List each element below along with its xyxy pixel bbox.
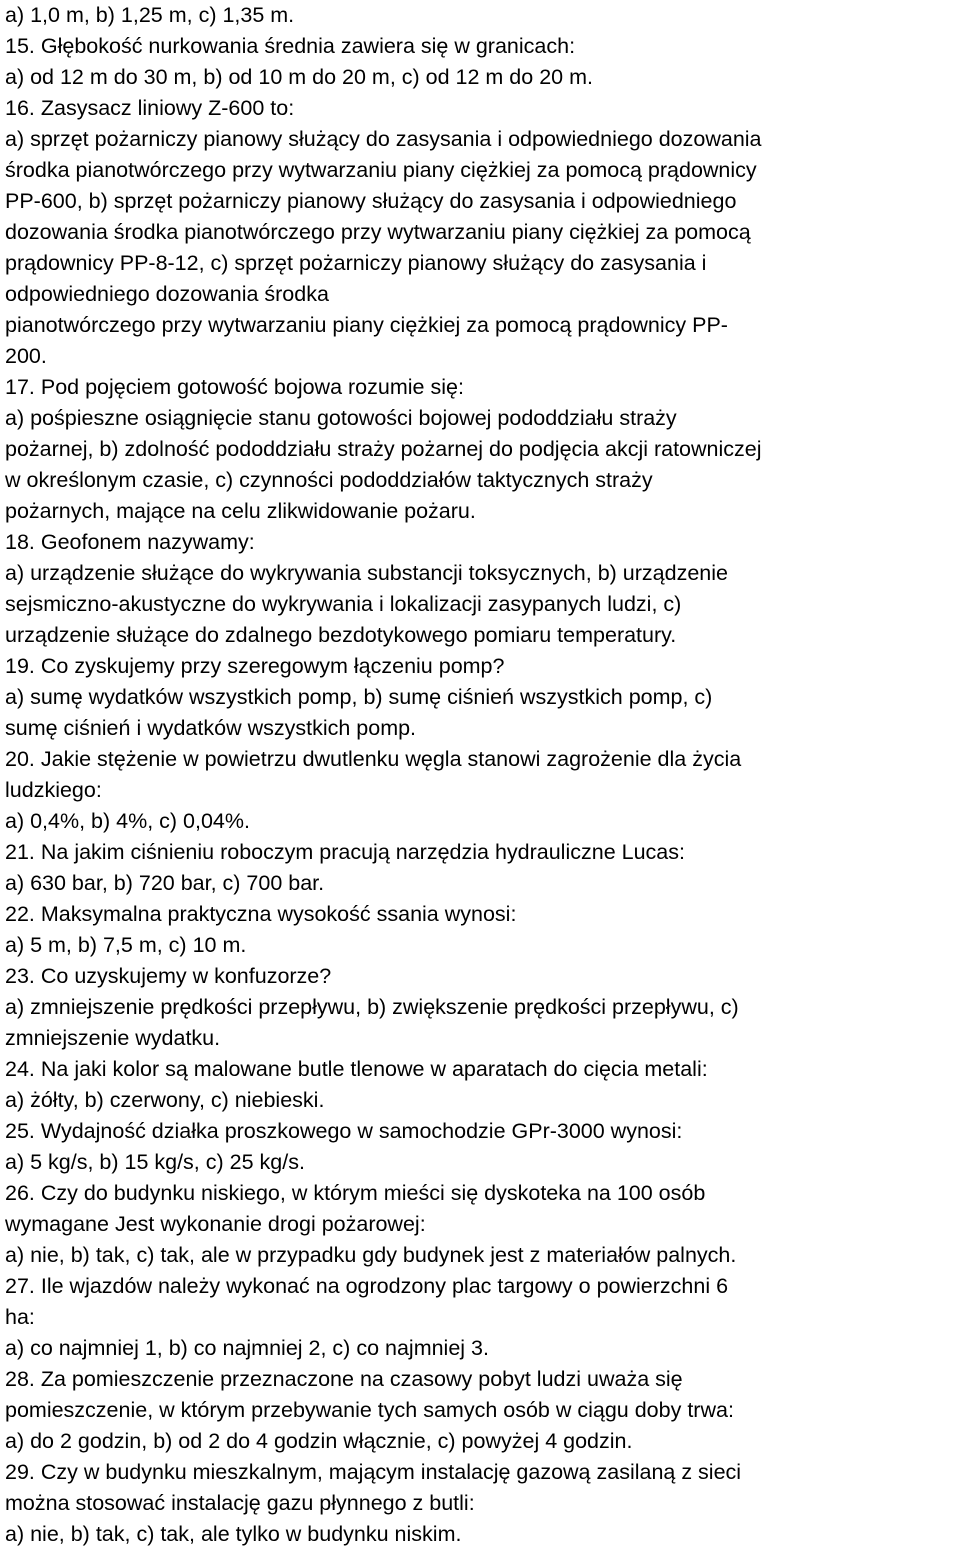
text-line: a) co najmniej 1, b) co najmniej 2, c) co najmniej 3. bbox=[5, 1336, 489, 1360]
text-line: pożarnych, mające na celu zlikwidowanie pożaru. bbox=[5, 499, 476, 523]
text-line: a) nie, b) tak, c) tak, ale tylko w budynku niskim. bbox=[5, 1522, 462, 1546]
text-line: a) sumę wydatków wszystkich pomp, b) sumę ciśnień wszystkich pomp, c) bbox=[5, 685, 713, 709]
text-line: 17. Pod pojęciem gotowość bojowa rozumie się: bbox=[5, 375, 464, 399]
text-line: 20. Jakie stężenie w powietrzu dwutlenku węgla stanowi zagrożenie dla życia bbox=[5, 747, 742, 771]
text-line: dozowania środka pianotwórczego przy wytwarzaniu piany ciężkiej za pomocą bbox=[5, 220, 751, 244]
text-line: a) 5 m, b) 7,5 m, c) 10 m. bbox=[5, 933, 247, 957]
text-line: PP-600, b) sprzęt pożarniczy pianowy służący do zasysania i odpowiedniego bbox=[5, 189, 737, 213]
text-line: pianotwórczego przy wytwarzaniu piany ciężkiej za pomocą prądownicy PP- bbox=[5, 313, 728, 337]
text-line: a) zmniejszenie prędkości przepływu, b) zwiększenie prędkości przepływu, c) bbox=[5, 995, 739, 1019]
text-line: zmniejszenie wydatku. bbox=[5, 1026, 221, 1050]
text-line: 200. bbox=[5, 344, 47, 368]
text-line: prądownicy PP-8-12, c) sprzęt pożarniczy pianowy służący do zasysania i bbox=[5, 251, 707, 275]
text-line: w określonym czasie, c) czynności pododdziałów taktycznych straży bbox=[5, 468, 653, 492]
text-line: pożarnej, b) zdolność pododdziału straży pożarnej do podjęcia akcji ratowniczej bbox=[5, 437, 762, 461]
text-line: a) od 12 m do 30 m, b) od 10 m do 20 m, c) od 12 m do 20 m. bbox=[5, 65, 593, 89]
text-line: 29. Czy w budynku mieszkalnym, mającym instalację gazową zasilaną z sieci bbox=[5, 1460, 742, 1484]
text-line: 28. Za pomieszczenie przeznaczone na czasowy pobyt ludzi uważa się bbox=[5, 1367, 683, 1391]
text-line: a) 1,0 m, b) 1,25 m, c) 1,35 m. bbox=[5, 3, 295, 27]
text-line: pomieszczenie, w którym przebywanie tych samych osób w ciągu doby trwa: bbox=[5, 1398, 734, 1422]
text-line: urządzenie służące do zdalnego bezdotykowego pomiaru temperatury. bbox=[5, 623, 677, 647]
text-line: 15. Głębokość nurkowania średnia zawiera się w granicach: bbox=[5, 34, 576, 58]
text-line: a) do 2 godzin, b) od 2 do 4 godzin włącznie, c) powyżej 4 godzin. bbox=[5, 1429, 633, 1453]
text-line: a) pośpieszne osiągnięcie stanu gotowości bojowej pododdziału straży bbox=[5, 406, 677, 430]
text-line: wymagane Jest wykonanie drogi pożarowej: bbox=[5, 1212, 426, 1236]
text-line: a) urządzenie służące do wykrywania substancji toksycznych, b) urządzenie bbox=[5, 561, 728, 585]
text-line: ludzkiego: bbox=[5, 778, 102, 802]
text-line: 19. Co zyskujemy przy szeregowym łączeniu pomp? bbox=[5, 654, 505, 678]
text-line: 16. Zasysacz liniowy Z-600 to: bbox=[5, 96, 295, 120]
text-line: środka pianotwórczego przy wytwarzaniu piany ciężkiej za pomocą prądownicy bbox=[5, 158, 757, 182]
text-line: 26. Czy do budynku niskiego, w którym mieści się dyskoteka na 100 osób bbox=[5, 1181, 706, 1205]
text-line: a) sprzęt pożarniczy pianowy służący do zasysania i odpowiedniego dozowania bbox=[5, 127, 762, 151]
text-line: ha: bbox=[5, 1305, 35, 1329]
text-line: a) 5 kg/s, b) 15 kg/s, c) 25 kg/s. bbox=[5, 1150, 305, 1174]
text-line: sejsmiczno-akustyczne do wykrywania i lokalizacji zasypanych ludzi, c) bbox=[5, 592, 682, 616]
text-line: a) nie, b) tak, c) tak, ale w przypadku gdy budynek jest z materiałów palnych. bbox=[5, 1243, 737, 1267]
text-line: sumę ciśnień i wydatków wszystkich pomp. bbox=[5, 716, 417, 740]
text-line: a) 630 bar, b) 720 bar, c) 700 bar. bbox=[5, 871, 325, 895]
text-line: odpowiedniego dozowania środka bbox=[5, 282, 329, 306]
text-line: 22. Maksymalna praktyczna wysokość ssania wynosi: bbox=[5, 902, 517, 926]
text-line: 27. Ile wjazdów należy wykonać na ogrodzony plac targowy o powierzchni 6 bbox=[5, 1274, 729, 1298]
text-line: a) 0,4%, b) 4%, c) 0,04%. bbox=[5, 809, 250, 833]
text-line: 21. Na jakim ciśnieniu roboczym pracują narzędzia hydrauliczne Lucas: bbox=[5, 840, 685, 864]
text-line: 23. Co uzyskujemy w konfuzorze? bbox=[5, 964, 332, 988]
text-line: 24. Na jaki kolor są malowane butle tlenowe w aparatach do cięcia metali: bbox=[5, 1057, 708, 1081]
text-line: 18. Geofonem nazywamy: bbox=[5, 530, 255, 554]
text-line: 25. Wydajność działka proszkowego w samochodzie GPr-3000 wynosi: bbox=[5, 1119, 683, 1143]
text-line: a) żółty, b) czerwony, c) niebieski. bbox=[5, 1088, 325, 1112]
text-line: można stosować instalację gazu płynnego z butli: bbox=[5, 1491, 475, 1515]
